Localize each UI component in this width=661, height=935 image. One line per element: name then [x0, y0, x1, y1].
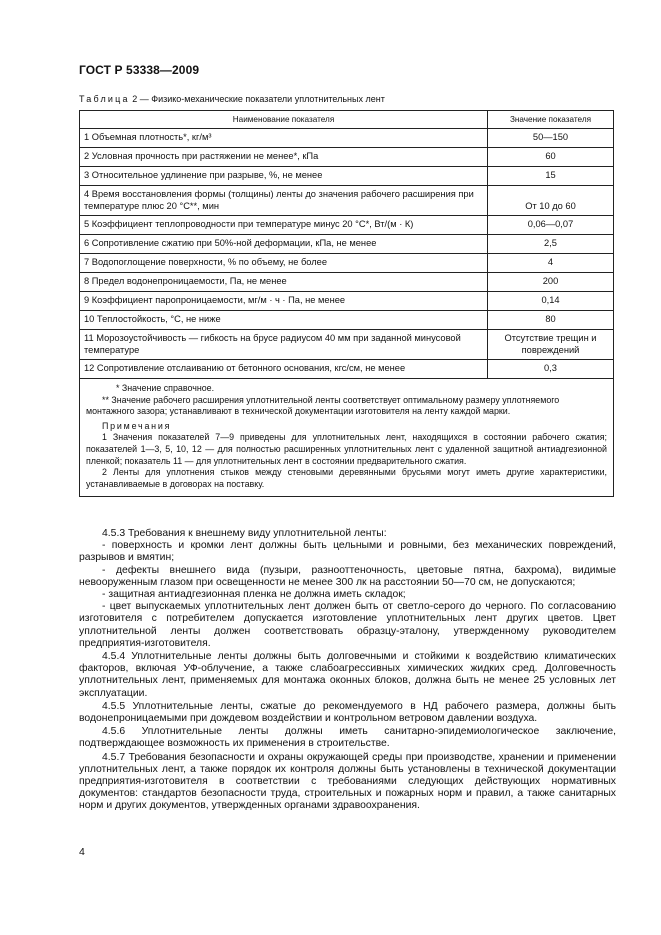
paragraph: - дефекты внешнего вида (пузыри, разнооттеночность, цветовые пятна, бахрома), видимые невооруженным глазом при освещенности не менее 300 лк на расстоянии 50—70 см, не допускаются;: [79, 564, 616, 588]
page-number: 4: [79, 846, 85, 858]
paragraph: - цвет выпускаемых уплотнительных лент должен быть от светло-серого до черного. По согласованию изготовителя с потребителем допускается изготовление уплотнительных лент других цветов. Цвет уплотнительной ленты должен соответствовать образцу-эталону, утвержденному руководителем предприятия-изготовителя.: [79, 601, 616, 649]
table-notes-row: [80, 379, 614, 497]
table-header-row: [80, 111, 614, 129]
table-row: [80, 254, 614, 273]
row-value: 50—150: [488, 129, 614, 148]
footnote-1: * Значение справочное.: [116, 383, 215, 393]
body-text: [79, 528, 616, 813]
table-row: [80, 216, 614, 235]
table-row: [80, 167, 614, 186]
paragraph: - защитная антиадгезионная пленка не должна иметь складок;: [102, 589, 406, 601]
row-name: 9 Коэффициент паропроницаемости, мг/м · ч · Па, не менее: [80, 292, 488, 311]
column-header-name: Наименование показателя: [80, 111, 488, 129]
footnote-2: ** Значение рабочего расширения уплотнительной ленты соответствует оптимальному размеру уплотняемого монтажного зазора; устанавливают в технической документации изготовителя на ленту каждой марки.: [86, 394, 560, 417]
paragraph: 4.5.4 Уплотнительные ленты должны быть долговечными и стойкими к воздействию климатических факторов, включая УФ-облучение, а также слабоагрессивных химических жидких сред. Долговечность уплотнительных лент, применяемых для монтажа оконных блоков, должна быть не менее 25 условных лет эксплуатации.: [79, 651, 616, 699]
table-row: [80, 186, 614, 216]
table-row: [80, 330, 614, 360]
row-value: 2,5: [488, 235, 614, 254]
row-name: 6 Сопротивление сжатию при 50%-ной деформации, кПа, не менее: [80, 235, 488, 254]
table-row: [80, 235, 614, 254]
row-value: 80: [488, 311, 614, 330]
row-name: 5 Коэффициент теплопроводности при температуре минус 20 °С*, Вт/(м · К): [80, 216, 488, 235]
row-value: 4: [488, 254, 614, 273]
column-header-value: Значение показателя: [488, 111, 614, 129]
table-caption: [79, 94, 385, 104]
table-row: [80, 292, 614, 311]
table-row: [80, 311, 614, 330]
paragraph: 4.5.5 Уплотнительные ленты, сжатые до рекомендуемого в НД рабочего размера, должны быть водонепроницаемыми при дождевом воздействии и контрольном ветровом давлении воздуха.: [79, 700, 616, 725]
row-name: 8 Предел водонепроницаемости, Па, не менее: [80, 273, 488, 292]
row-name: 2 Условная прочность при растяжении не менее*, кПа: [80, 148, 488, 167]
row-name: 7 Водопоглощение поверхности, % по объему, не более: [80, 254, 488, 273]
properties-table: [79, 110, 614, 497]
row-value: 15: [488, 167, 614, 186]
table-row: [80, 360, 614, 379]
notes-title: Примечания: [102, 420, 172, 431]
row-value: 0,3: [488, 360, 614, 379]
paragraph: 4.5.7 Требования безопасности и охраны окружающей среды при производстве, хранении и применении уплотнительных лент, а также порядок их контроля должны быть установлены в технической документации предприятия-изготовителя в соответствии с требованиями следующих действующих нормативных документов: стандартов безопасности труда, строительных и пожарных норм и правил, а также санитарных норм и других документов, утвержденных органами здравоохранения.: [79, 751, 616, 812]
paragraph: - поверхность и кромки лент должны быть цельными и ровными, без механических повреждений, разрывов и вмятин;: [79, 540, 616, 564]
table-row: [80, 129, 614, 148]
row-name: 11 Морозоустойчивость — гибкость на брусе радиусом 40 мм при заданной минусовой температуре: [80, 330, 488, 360]
row-value: 60: [488, 148, 614, 167]
row-name: 4 Время восстановления формы (толщины) ленты до значения рабочего расширения при температуре плюс 20 °С**, мин: [80, 186, 488, 216]
table-notes: [80, 379, 614, 497]
note-1: 1 Значения показателей 7—9 приведены для уплотнительных лент, находящихся в состоянии рабочего сжатия; показателей 1—3, 5, 10, 12 — для полностью расширенных уплотнительных лент с удаленной защитной антиадгезионной пленкой; показатель 11 — для уплотнительных лент в состоянии предварительного сжатия.: [86, 432, 607, 466]
row-name: 3 Относительное удлинение при разрыве, %, не менее: [80, 167, 488, 186]
table-caption-label: Таблица: [79, 94, 130, 104]
table-caption-text: 2 — Физико-механические показатели уплотнительных лент: [132, 94, 385, 104]
note-2: 2 Ленты для уплотнения стыков между стеновыми деревянными брусьями могут иметь другие характеристики, устанавливаемые в договорах на поставку.: [86, 467, 607, 489]
row-name: 12 Сопротивление отслаиванию от бетонного основания, кгс/см, не менее: [80, 360, 488, 379]
row-value: 0,14: [488, 292, 614, 311]
row-value: 0,06—0,07: [488, 216, 614, 235]
table-row: [80, 148, 614, 167]
row-value: Отсутствие трещин и повреждений: [488, 330, 614, 360]
row-value: 200: [488, 273, 614, 292]
row-name: 10 Теплостойкость, °С, не ниже: [80, 311, 488, 330]
row-value: От 10 до 60: [488, 186, 614, 216]
table-row: [80, 273, 614, 292]
row-name: 1 Объемная плотность*, кг/м³: [80, 129, 488, 148]
document-header: ГОСТ Р 53338—2009: [79, 63, 200, 77]
paragraph: 4.5.3 Требования к внешнему виду уплотнительной ленты:: [102, 528, 387, 539]
paragraph: 4.5.6 Уплотнительные ленты должны иметь санитарно-эпидемиологическое заключение, подтверждающее возможность их применения в строительстве.: [79, 726, 616, 750]
